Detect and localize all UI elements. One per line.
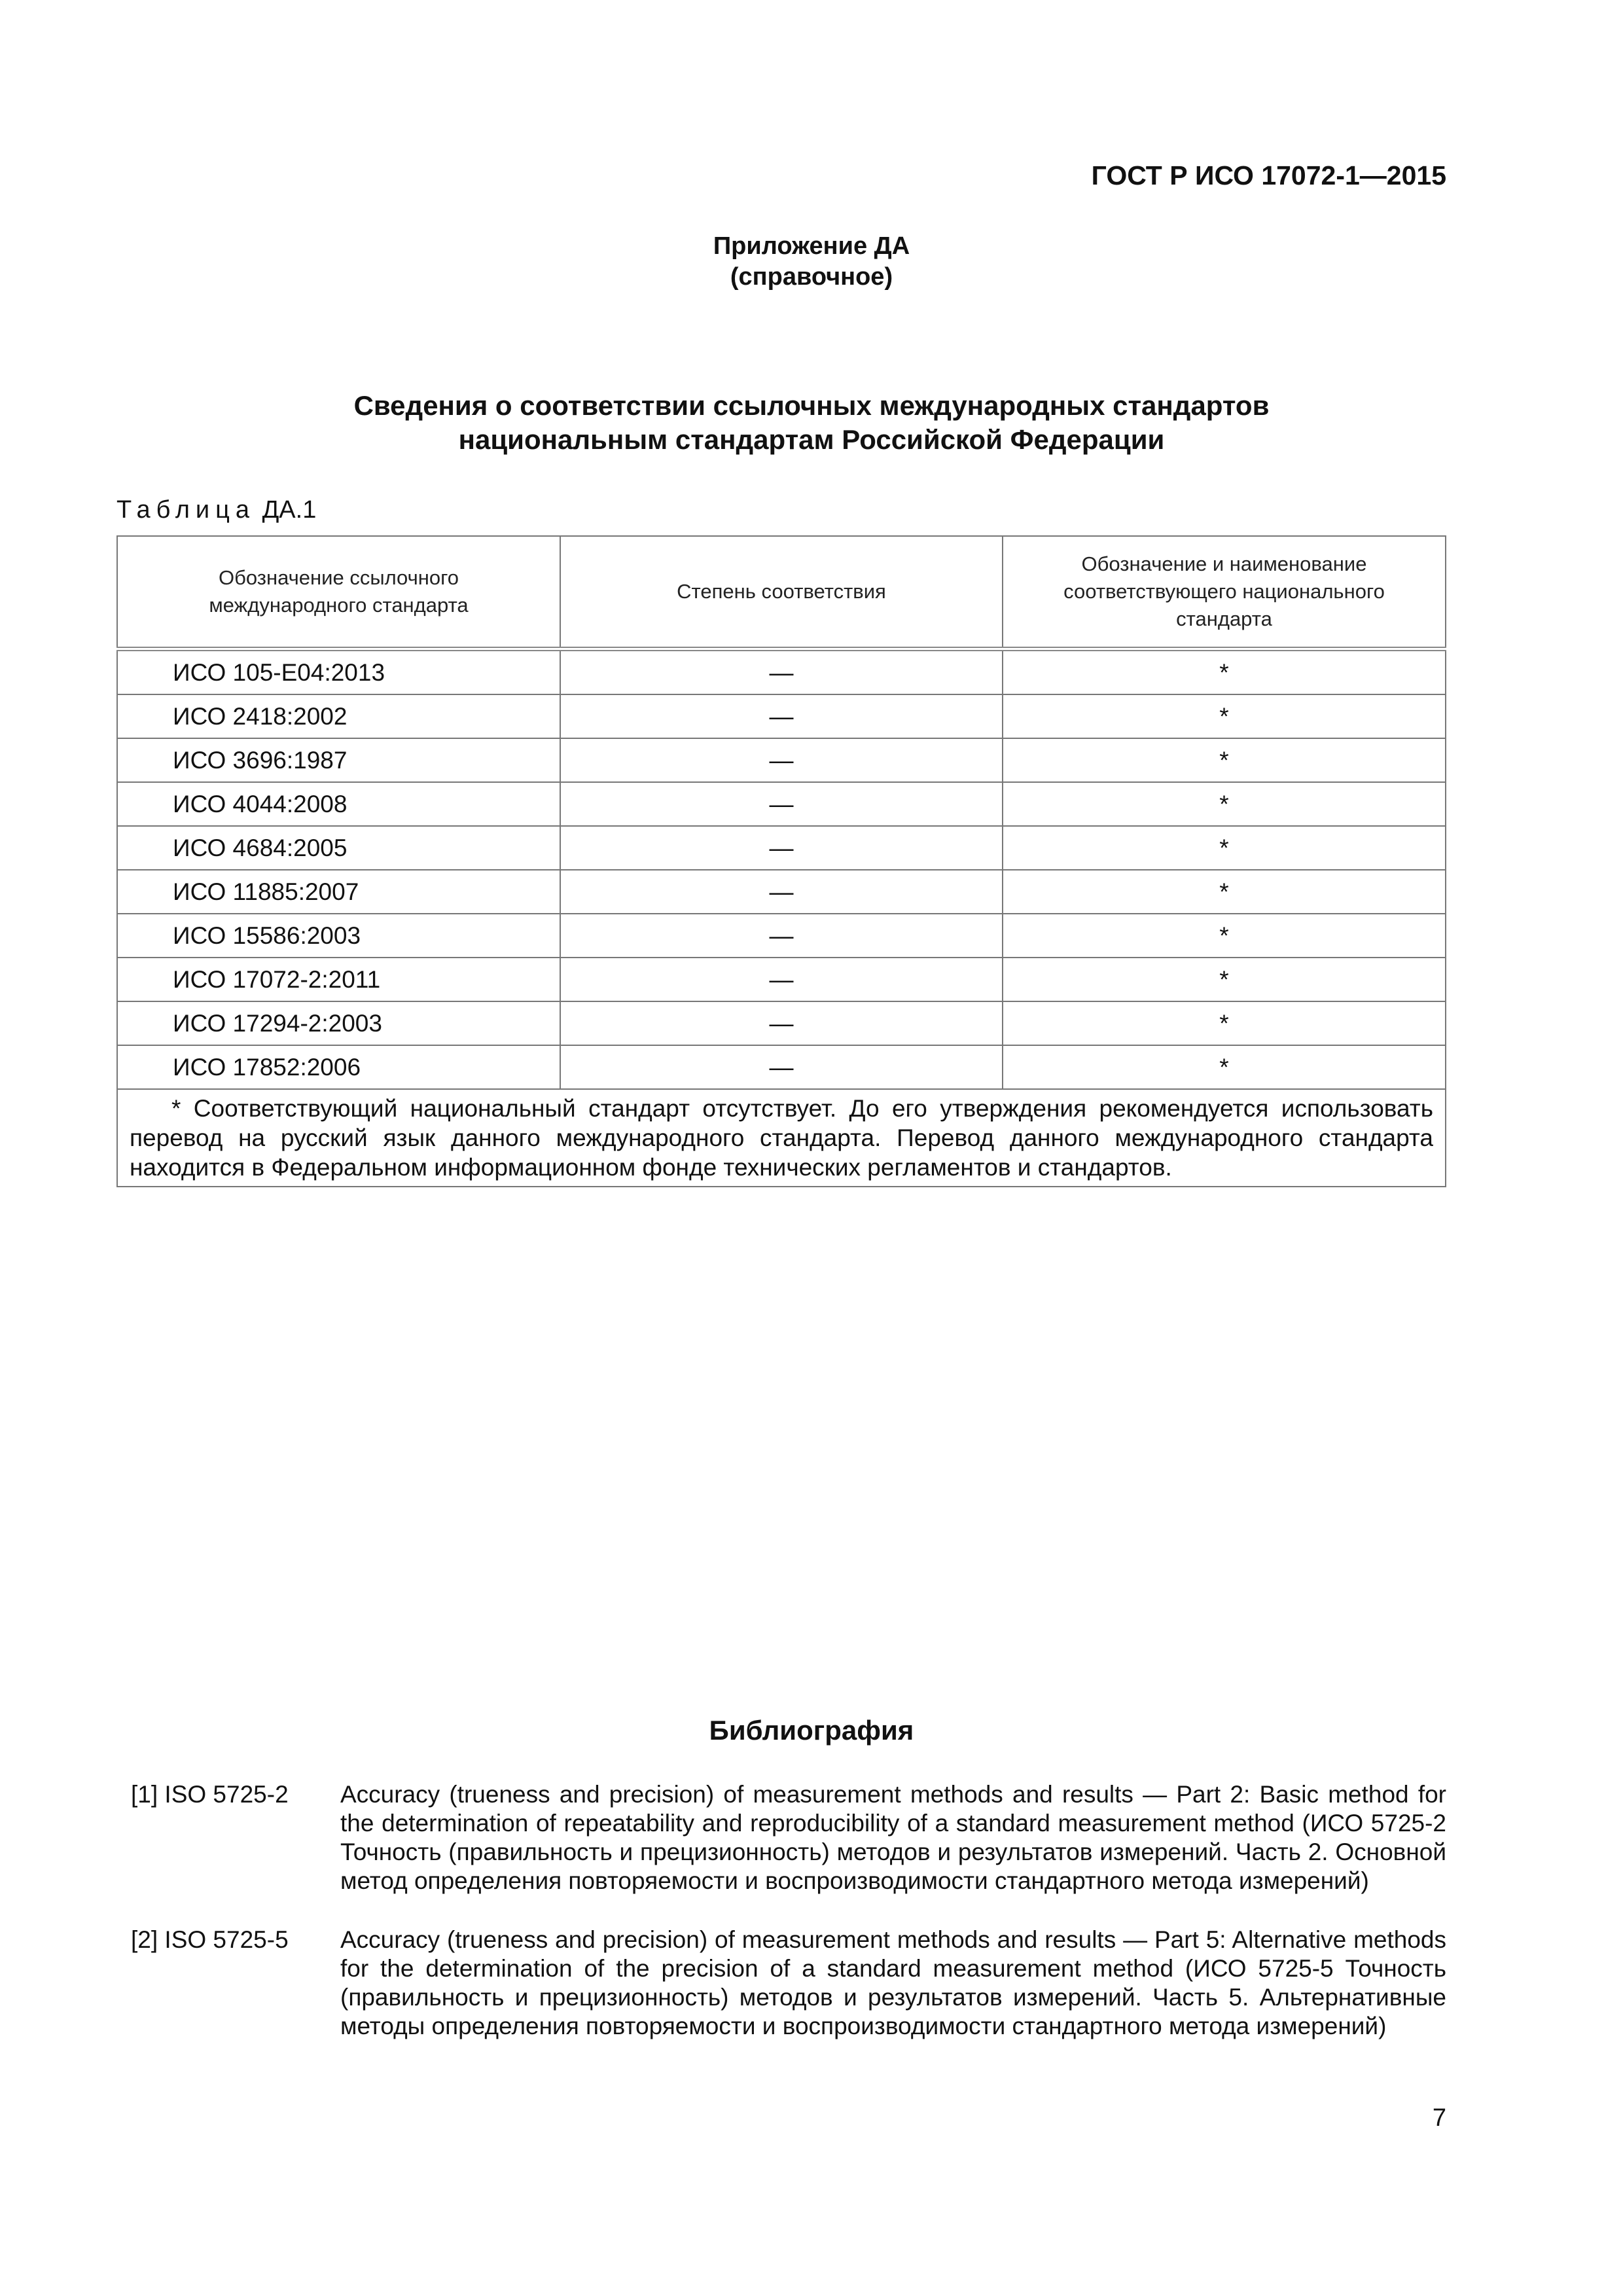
cell-standard: ИСО 17852:2006 — [117, 1045, 560, 1089]
table-footnote-text: * Соответствующий национальный стандарт отсутствует. До его утверждения рекомендуется использовать перевод на русский язык данного международного стандарта. Перевод данного международного стандарта находится в Федеральном информационном фонде технических регламентов и стандартов. — [130, 1095, 1433, 1181]
bibliography-text: Accuracy (trueness and precision) of measurement methods and results — Part 2: Basic method for the determination of repeatability and reproducibility of a standard measurement method (ИСО 5725-2 Точность (правильность и прецизионность) методов и результатов измерений. Часть 2. Основной метод определения повторяемости и воспроизводимости стандартного метода измерений) — [340, 1781, 1446, 1894]
cell-degree: — — [560, 738, 1003, 782]
cell-standard: ИСО 17294-2:2003 — [117, 1001, 560, 1045]
table-label — [116, 496, 316, 524]
bibliography-entry-2 — [131, 1926, 1446, 2041]
bibliography-title: Библиография — [709, 1715, 914, 1746]
bibliography-text: Accuracy (trueness and precision) of measurement methods and results — Part 5: Alternative methods for the determination of the precision of a standard measurement method (ИСО 5725-5 Точность (правильность и прецизионность) методов и результатов измерений. Часть 5. Альтернативные методы определения повторяемости и воспроизводимости стандартного метода измерений) — [340, 1926, 1446, 2039]
cell-national: * — [1003, 958, 1446, 1001]
cell-degree: — — [560, 870, 1003, 914]
cell-degree: — — [560, 826, 1003, 870]
table-row — [117, 738, 1446, 782]
cell-standard: ИСО 17072-2:2011 — [117, 958, 560, 1001]
table-row — [117, 870, 1446, 914]
cell-national: * — [1003, 870, 1446, 914]
cell-degree: — — [560, 649, 1003, 695]
table-row — [117, 694, 1446, 738]
cell-national: * — [1003, 694, 1446, 738]
page-number: 7 — [1432, 2104, 1446, 2132]
cell-degree: — — [560, 782, 1003, 826]
cell-standard: ИСО 2418:2002 — [117, 694, 560, 738]
cell-national: * — [1003, 914, 1446, 958]
table-row — [117, 1001, 1446, 1045]
table-row — [117, 649, 1446, 695]
cell-standard: ИСО 15586:2003 — [117, 914, 560, 958]
cell-national: * — [1003, 782, 1446, 826]
cell-national: * — [1003, 826, 1446, 870]
table-row — [117, 914, 1446, 958]
cell-degree: — — [560, 694, 1003, 738]
table-note-row — [117, 1089, 1446, 1187]
cell-national: * — [1003, 1001, 1446, 1045]
cell-degree: — — [560, 1045, 1003, 1089]
table-label-number: ДА.1 — [262, 496, 317, 524]
header-international-standard: Обозначение ссылочного международного стандарта — [117, 536, 560, 649]
cell-national: * — [1003, 649, 1446, 695]
bibliography-entry-1 — [131, 1780, 1446, 1895]
header-national-standard: Обозначение и наименование соответствующего национального стандарта — [1003, 536, 1446, 649]
bibliography-ref: [1] ISO 5725-2 — [131, 1781, 289, 1808]
table-header-row — [117, 536, 1446, 649]
cell-standard: ИСО 4044:2008 — [117, 782, 560, 826]
annex-subtitle: (справочное) — [730, 263, 893, 291]
cell-standard: ИСО 3696:1987 — [117, 738, 560, 782]
table-row — [117, 782, 1446, 826]
document-code: ГОСТ Р ИСО 17072-1—2015 — [1091, 160, 1446, 190]
table-footnote — [117, 1089, 1446, 1187]
bibliography-ref: [2] ISO 5725-5 — [131, 1926, 289, 1953]
table-row — [117, 826, 1446, 870]
table-row — [117, 958, 1446, 1001]
section-title-line1: Сведения о соответствии ссылочных международных стандартов — [353, 390, 1270, 421]
cell-standard: ИСО 4684:2005 — [117, 826, 560, 870]
cell-degree: — — [560, 914, 1003, 958]
table-label-word: Таблица — [116, 496, 255, 524]
cell-degree: — — [560, 1001, 1003, 1045]
cell-standard: ИСО 105-Е04:2013 — [117, 649, 560, 695]
cell-national: * — [1003, 738, 1446, 782]
cell-national: * — [1003, 1045, 1446, 1089]
section-title-line2: национальным стандартам Российской Федерации — [458, 424, 1165, 455]
annex-title: Приложение ДА — [713, 232, 910, 260]
header-degree-of-compliance: Степень соответствия — [560, 536, 1003, 649]
cell-degree: — — [560, 958, 1003, 1001]
table-row — [117, 1045, 1446, 1089]
cell-standard: ИСО 11885:2007 — [117, 870, 560, 914]
standards-table — [116, 535, 1446, 1187]
